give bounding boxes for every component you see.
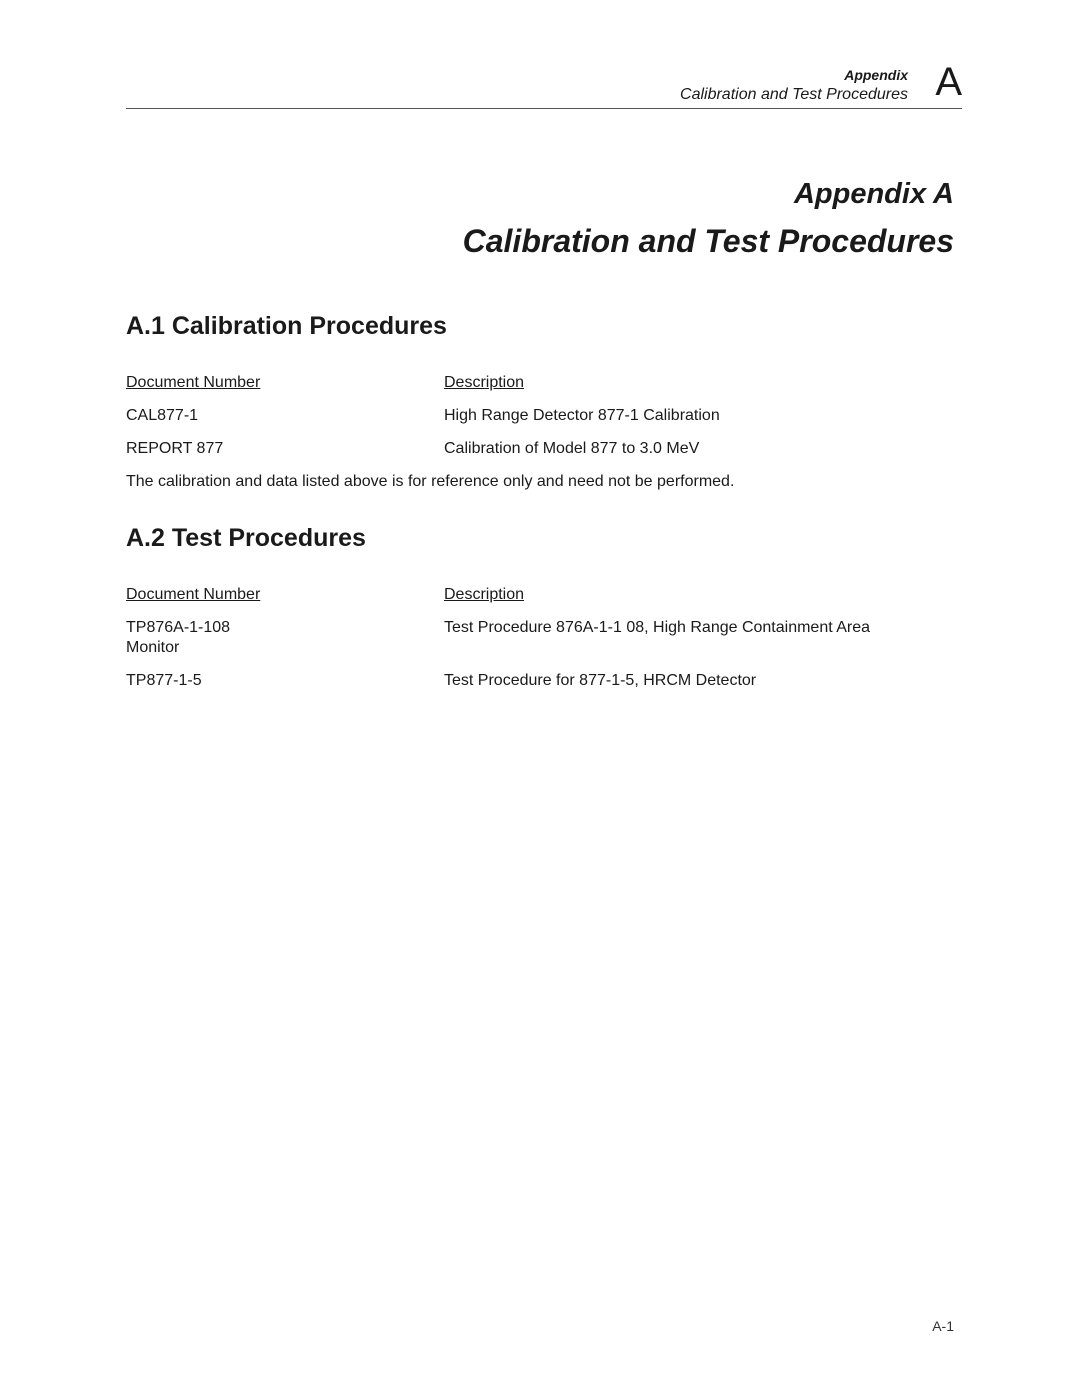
column-header-number: Document Number <box>126 586 261 603</box>
reference-note: The calibration and data listed above is for reference only and need not be performed. <box>126 473 735 490</box>
section-heading: A.2 Test Procedures <box>126 524 366 552</box>
table-row <box>126 618 962 658</box>
section-calibration <box>126 309 962 508</box>
page-number: A-1 <box>932 1318 954 1334</box>
document-description-continuation: Monitor <box>126 639 180 656</box>
running-header-section: Appendix <box>844 67 908 83</box>
document-number: CAL877-1 <box>126 407 199 424</box>
document-number: TP877-1-5 <box>126 672 202 689</box>
title-chapter: Calibration and Test Procedures <box>462 223 954 259</box>
calibration-table <box>126 373 962 459</box>
document-number: TP876A-1-108 <box>126 619 231 636</box>
document-description: Test Procedure 876A-1-1 08, High Range Containment Area <box>444 619 871 636</box>
document-number: REPORT 877 <box>126 440 224 457</box>
title-appendix: Appendix A <box>793 178 954 210</box>
document-description: High Range Detector 877-1 Calibration <box>444 407 720 424</box>
table-header-row <box>126 585 962 605</box>
running-header-text <box>680 65 908 105</box>
table-row <box>126 439 962 459</box>
running-header-chapter: Calibration and Test Procedures <box>680 86 908 103</box>
document-description: Calibration of Model 877 to 3.0 MeV <box>444 440 700 457</box>
page-title <box>126 172 954 263</box>
running-header-letter: A <box>935 60 962 104</box>
table-header-row <box>126 373 962 393</box>
table-row <box>126 406 962 426</box>
document-description: Test Procedure for 877-1-5, HRCM Detector <box>444 672 757 689</box>
column-header-number: Document Number <box>126 374 261 391</box>
column-header-description: Description <box>444 586 525 603</box>
table-row <box>126 671 962 691</box>
section-test <box>126 521 962 704</box>
section-heading: A.1 Calibration Procedures <box>126 312 447 340</box>
running-header <box>126 60 962 109</box>
test-table <box>126 585 962 691</box>
column-header-description: Description <box>444 374 525 391</box>
